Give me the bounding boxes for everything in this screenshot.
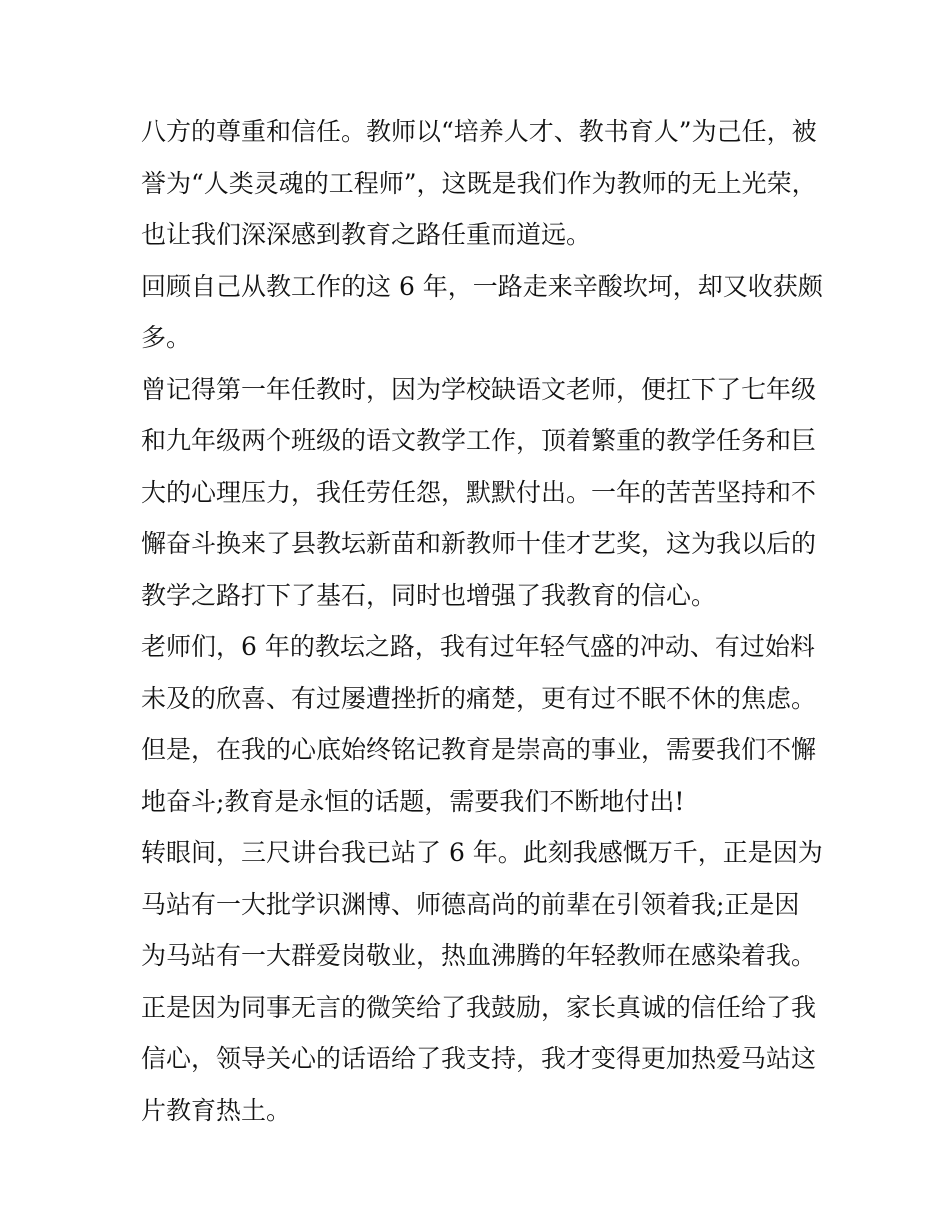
text-line: 曾记得第一年任教时，因为学校缺语文老师，便扛下了七年级 [141,374,817,404]
text-line: 未及的欣喜、有过屡遭挫折的痛楚，更有过不眠不休的焦虑。 [141,683,817,713]
text-line: 和九年级两个班级的语文教学工作，顶着繁重的教学任务和巨 [141,426,817,455]
text-line: 马站有一大批学识渊博、师德高尚的前辈在引领着我;正是因 [141,889,800,919]
text-line: 但是，在我的心底始终铭记教育是崇高的事业，需要我们不懈 [141,735,817,764]
paragraph [141,364,817,622]
text-line: 也让我们深深感到教育之路任重而道远。 [141,220,592,249]
paragraph [141,827,823,1136]
text-line: 转眼间，三尺讲台我已站了 6 年。此刻我感慨万千，正是因为 [141,838,823,867]
text-line: 老师们，6 年的教坛之路，我有过年轻气盛的冲动、有过始料 [141,632,815,661]
text-line: 教学之路打下了基石，同时也增强了我教育的信心。 [141,580,717,610]
text-line: 大的心理压力，我任劳任怨，默默付出。一年的苦苦坚持和不 [141,477,817,507]
text-line: 懈奋斗换来了县教坛新苗和新教师十佳才艺奖，这为我以后的 [141,529,817,558]
paragraph [141,261,823,364]
paragraph [141,106,817,261]
document-body [141,106,823,1136]
text-line: 八方的尊重和信任。教师以“培养人才、教书育人”为己任，被 [141,117,817,146]
text-line: 信心，领导关心的话语给了我支持，我才变得更加热爱马站这 [141,1044,817,1073]
text-line: 多。 [141,323,192,352]
text-line: 正是因为同事无言的微笑给了我鼓励，家长真诚的信任给了我 [141,992,817,1022]
paragraph [141,621,817,827]
text-line: 回顾自己从教工作的这 6 年，一路走来辛酸坎坷，却又收获颇 [141,271,823,301]
text-line: 为马站有一大群爱岗敬业，热血沸腾的年轻教师在感染着我。 [141,941,817,970]
text-line: 地奋斗;教育是永恒的话题，需要我们不断地付出! [141,786,685,816]
text-line: 片教育热土。 [141,1095,292,1125]
text-line: 誉为“人类灵魂的工程师”，这既是我们作为教师的无上光荣， [141,168,817,198]
